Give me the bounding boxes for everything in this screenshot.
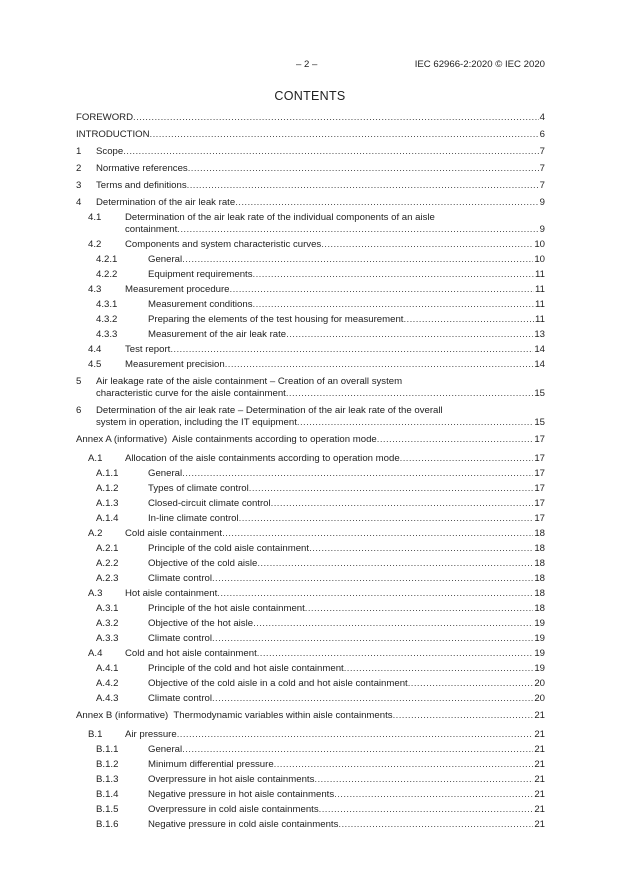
toc-entry-title: Measurement of the air leak rate (148, 329, 287, 340)
toc-entry-page: 21 (534, 819, 545, 830)
dot-leader (319, 804, 534, 816)
toc-entry[interactable] (76, 789, 545, 801)
toc-entry[interactable] (76, 633, 545, 645)
toc-entry-number: 4.5 (88, 359, 102, 370)
table-of-contents (76, 97, 545, 831)
dot-leader (253, 269, 535, 281)
dot-leader (239, 513, 534, 525)
dot-leader (309, 543, 533, 555)
toc-entry[interactable] (76, 588, 545, 600)
toc-entry-title: In-line climate control (148, 513, 239, 524)
toc-entry-title: Principle of the cold aisle containment (148, 543, 310, 554)
dot-leader (271, 498, 534, 510)
toc-entry[interactable] (76, 212, 545, 236)
toc-entry-title: Terms and definitions (96, 180, 187, 191)
toc-entry-title: Minimum differential pressure (148, 759, 274, 770)
dot-leader (274, 759, 534, 771)
toc-entry-title: Test report (125, 344, 171, 355)
toc-entry-title-line1: Determination of the air leak rate of the individual components of an aisle (125, 212, 435, 223)
dot-leader (253, 618, 533, 630)
toc-entry-title: Principle of the hot aisle containment (148, 603, 305, 614)
toc-entry-title: Closed-circuit climate control (148, 498, 271, 509)
toc-entry-title: Negative pressure in hot aisle containments (148, 789, 335, 800)
toc-entry-title: Cold and hot aisle containment (125, 648, 257, 659)
toc-entry-page: 21 (534, 744, 545, 755)
toc-entry-title: Measurement conditions (148, 299, 253, 310)
toc-entry-number: A.1 (88, 453, 103, 464)
toc-entry-page: 20 (534, 678, 545, 689)
toc-entry-number: 1 (76, 146, 82, 157)
toc-entry[interactable] (76, 269, 545, 281)
toc-entry-title: Principle of the cold and hot aisle containment (148, 663, 344, 674)
dot-leader (249, 483, 534, 495)
dot-leader (182, 468, 533, 480)
dot-leader (377, 434, 534, 446)
toc-entry-title: INTRODUCTION (76, 129, 150, 140)
toc-entry-number: 6 (76, 405, 82, 416)
page-number: – 2 – (296, 59, 318, 70)
toc-entry-page: 21 (534, 789, 545, 800)
toc-entry-number: 4.3.2 (96, 314, 118, 325)
dot-leader (253, 299, 535, 311)
dot-leader (187, 180, 539, 192)
toc-entry[interactable] (76, 180, 545, 192)
toc-entry[interactable] (76, 804, 545, 816)
toc-entry-title: characteristic curve for the aisle containment (96, 388, 286, 399)
toc-entry[interactable] (76, 573, 545, 585)
toc-entry-title: Types of climate control (148, 483, 249, 494)
dot-leader (400, 453, 534, 465)
toc-entry-number: B.1.4 (96, 789, 119, 800)
toc-entry[interactable] (76, 359, 545, 371)
toc-entry-title: General (148, 468, 183, 479)
toc-entry[interactable] (76, 678, 545, 690)
toc-entry-number: A.2.1 (96, 543, 119, 554)
toc-entry-number: 4.1 (88, 212, 102, 223)
dot-leader (177, 729, 534, 741)
dot-leader (338, 819, 533, 831)
toc-entry-number: A.3.1 (96, 603, 119, 614)
toc-entry[interactable] (76, 239, 545, 251)
toc-entry-number: 3 (76, 180, 82, 191)
toc-entry-title: Annex B (informative) Thermodynamic variables within aisle containments (76, 710, 393, 721)
toc-entry[interactable] (76, 405, 545, 429)
toc-entry[interactable] (76, 648, 545, 660)
toc-entry-title: Air pressure (125, 729, 177, 740)
dot-leader (305, 603, 534, 615)
toc-entry-number: 5 (76, 376, 82, 387)
toc-entry-title: Climate control (148, 573, 212, 584)
toc-entry-title: Measurement precision (125, 359, 225, 370)
toc-entry[interactable] (76, 453, 545, 465)
toc-entry-page: 4 (539, 112, 545, 123)
toc-entry[interactable] (76, 819, 545, 831)
toc-entry-title: Objective of the hot aisle (148, 618, 254, 629)
toc-entry[interactable] (76, 299, 545, 311)
toc-entry-number: 4.3.1 (96, 299, 118, 310)
dot-leader (344, 663, 534, 675)
toc-entry[interactable] (76, 163, 545, 175)
toc-entry-page: 11 (535, 299, 545, 310)
toc-entry[interactable] (76, 759, 545, 771)
dot-leader (123, 146, 538, 158)
toc-entry-title-line1: Air leakage rate of the aisle containment – Creation of an overall system (96, 376, 403, 387)
toc-entry-number: 4.2.1 (96, 254, 118, 265)
toc-entry-page: 14 (534, 344, 545, 355)
toc-entry-title: Equipment requirements (148, 269, 253, 280)
dot-leader (225, 359, 534, 371)
toc-entry-page: 21 (534, 774, 545, 785)
toc-entry-number: A.1.1 (96, 468, 119, 479)
toc-entry-title-line1: Determination of the air leak rate – Determination of the air leak rate of the overall (96, 405, 443, 416)
toc-entry[interactable] (76, 314, 545, 326)
toc-entry-title: Overpressure in cold aisle containments (148, 804, 319, 815)
toc-entry-title: General (148, 744, 183, 755)
toc-entry-page: 10 (534, 254, 545, 265)
toc-entry-title: Annex A (informative) Aisle containments according to operation mode (76, 434, 377, 445)
toc-entry-title: system in operation, including the IT equipment (96, 417, 297, 428)
toc-entry-page: 18 (534, 528, 545, 539)
toc-entry-title: General (148, 254, 183, 265)
toc-entry-title: Objective of the cold aisle in a cold and hot aisle containment (148, 678, 408, 689)
dot-leader (297, 417, 533, 429)
dot-leader (177, 224, 538, 236)
toc-entry-title: containment (125, 224, 178, 235)
toc-entry-number: B.1.5 (96, 804, 119, 815)
toc-entry[interactable] (76, 254, 545, 266)
toc-entry-page: 19 (534, 633, 545, 644)
dot-leader (133, 112, 539, 124)
toc-entry-title: Climate control (148, 633, 212, 644)
toc-entry[interactable] (76, 729, 545, 741)
toc-entry-number: B.1.2 (96, 759, 119, 770)
toc-entry-page: 21 (534, 759, 545, 770)
toc-entry-title: Scope (96, 146, 124, 157)
toc-entry-number: 2 (76, 163, 82, 174)
dot-leader (230, 284, 535, 296)
toc-entry[interactable] (76, 129, 545, 141)
contents-title: CONTENTS (274, 89, 346, 103)
toc-entry-page: 13 (534, 329, 545, 340)
dot-leader (314, 774, 533, 786)
toc-entry-number: A.4 (88, 648, 103, 659)
toc-entry-number: 4 (76, 197, 82, 208)
toc-entry-page: 17 (534, 498, 545, 509)
toc-entry-number: 4.3 (88, 284, 102, 295)
toc-entry-page: 9 (539, 224, 545, 235)
toc-entry-page: 11 (535, 314, 545, 325)
dot-leader (286, 388, 534, 400)
toc-entry-number: 4.3.3 (96, 329, 118, 340)
dot-leader (170, 344, 533, 356)
toc-entry[interactable] (76, 112, 545, 124)
dot-leader (393, 710, 534, 722)
toc-entry[interactable] (76, 376, 545, 400)
toc-entry[interactable] (76, 693, 545, 705)
toc-entry-number: A.3.3 (96, 633, 119, 644)
toc-entry-number: B.1.6 (96, 819, 119, 830)
toc-entry-page: 21 (534, 710, 545, 721)
toc-entry-title: Preparing the elements of the test housing for measurement (148, 314, 404, 325)
toc-entry-page: 15 (534, 388, 545, 399)
toc-entry-page: 10 (534, 239, 545, 250)
toc-entry-page: 18 (534, 573, 545, 584)
toc-entry-page: 19 (534, 648, 545, 659)
toc-entry-page: 18 (534, 603, 545, 614)
toc-entry-title: Cold aisle containment (125, 528, 223, 539)
toc-entry-number: A.2 (88, 528, 103, 539)
toc-entry[interactable] (76, 663, 545, 675)
toc-entry-title: Negative pressure in cold aisle containments (148, 819, 339, 830)
dot-leader (212, 633, 533, 645)
dot-leader (182, 254, 533, 266)
dot-leader (182, 744, 533, 756)
toc-entry[interactable] (76, 710, 545, 722)
toc-entry[interactable] (76, 558, 545, 570)
toc-entry-number: A.2.3 (96, 573, 119, 584)
toc-entry[interactable] (76, 618, 545, 630)
toc-entry-number: A.4.3 (96, 693, 119, 704)
dot-leader (217, 588, 533, 600)
toc-entry-page: 7 (539, 180, 545, 191)
toc-entry-number: B.1 (88, 729, 103, 740)
dot-leader (321, 239, 533, 251)
toc-entry-page: 6 (539, 129, 545, 140)
toc-entry-number: A.3.2 (96, 618, 119, 629)
toc-entry-page: 19 (534, 618, 545, 629)
toc-entry-number: 4.2 (88, 239, 102, 250)
dot-leader (286, 329, 533, 341)
toc-entry[interactable] (76, 197, 545, 209)
dot-leader (212, 693, 533, 705)
toc-entry[interactable] (76, 498, 545, 510)
toc-entry-number: B.1.1 (96, 744, 119, 755)
toc-entry-title: Normative references (96, 163, 188, 174)
toc-entry[interactable] (76, 146, 545, 158)
toc-entry[interactable] (76, 744, 545, 756)
toc-entry-page: 7 (539, 163, 545, 174)
toc-entry-title: Overpressure in hot aisle containments (148, 774, 315, 785)
toc-entry[interactable] (76, 543, 545, 555)
toc-entry-title: Objective of the cold aisle (148, 558, 258, 569)
dot-leader (257, 558, 533, 570)
dot-leader (235, 197, 538, 209)
toc-entry[interactable] (76, 468, 545, 480)
toc-entry[interactable] (76, 434, 545, 446)
toc-entry-page: 19 (534, 663, 545, 674)
dot-leader (408, 678, 534, 690)
toc-entry-page: 17 (534, 434, 545, 445)
standard-reference: IEC 62966-2:2020 © IEC 2020 (414, 59, 545, 70)
toc-entry-number: 4.2.2 (96, 269, 118, 280)
toc-entry-page: 17 (534, 513, 545, 524)
dot-leader (403, 314, 534, 326)
toc-entry-number: A.1.2 (96, 483, 119, 494)
toc-entry-title: Measurement procedure (125, 284, 230, 295)
dot-leader (212, 573, 533, 585)
toc-entry-title: Allocation of the aisle containments according to operation mode (125, 453, 400, 464)
toc-entry-title: FOREWORD (76, 112, 134, 123)
toc-entry[interactable] (76, 513, 545, 525)
toc-entry-page: 11 (535, 269, 545, 280)
toc-entry-page: 9 (539, 197, 545, 208)
toc-entry-page: 17 (534, 483, 545, 494)
toc-entry-number: A.4.1 (96, 663, 119, 674)
toc-entry-page: 18 (534, 588, 545, 599)
toc-entry-page: 15 (534, 417, 545, 428)
dot-leader (150, 129, 539, 141)
toc-entry-page: 18 (534, 543, 545, 554)
toc-entry-page: 7 (539, 146, 545, 157)
toc-entry[interactable] (76, 344, 545, 356)
dot-leader (188, 163, 539, 175)
toc-entry-title: Determination of the air leak rate (96, 197, 236, 208)
toc-entry-title: Climate control (148, 693, 212, 704)
toc-entry-number: 4.4 (88, 344, 102, 355)
toc-entry-title: Components and system characteristic curves (125, 239, 322, 250)
toc-entry-page: 17 (534, 468, 545, 479)
toc-entry-page: 20 (534, 693, 545, 704)
toc-entry-number: A.2.2 (96, 558, 119, 569)
toc-entry[interactable] (76, 528, 545, 540)
toc-entry-title: Hot aisle containment (125, 588, 218, 599)
toc-entry-number: A.1.3 (96, 498, 119, 509)
dot-leader (334, 789, 533, 801)
dot-leader (257, 648, 534, 660)
toc-entry-number: A.1.4 (96, 513, 119, 524)
toc-entry-number: A.3 (88, 588, 103, 599)
toc-entry[interactable] (76, 284, 545, 296)
toc-entry[interactable] (76, 329, 545, 341)
toc-entry[interactable] (76, 774, 545, 786)
dot-leader (222, 528, 533, 540)
toc-entry-page: 14 (534, 359, 545, 370)
toc-entry-number: B.1.3 (96, 774, 119, 785)
toc-entry-page: 18 (534, 558, 545, 569)
toc-entry[interactable] (76, 483, 545, 495)
toc-entry-page: 21 (534, 729, 545, 740)
toc-entry-page: 17 (534, 453, 545, 464)
toc-entry-page: 11 (535, 284, 545, 295)
toc-entry-number: A.4.2 (96, 678, 119, 689)
toc-entry-page: 21 (534, 804, 545, 815)
toc-entry[interactable] (76, 603, 545, 615)
